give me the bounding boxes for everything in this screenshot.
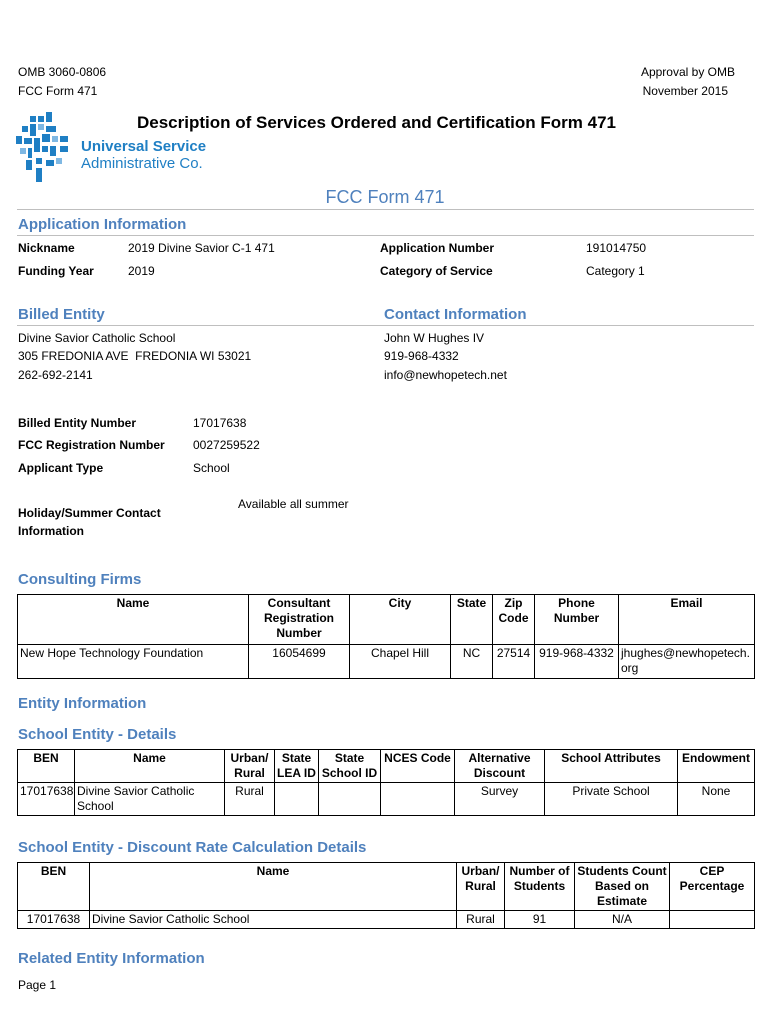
category-value: Category 1 bbox=[586, 264, 645, 278]
header-cell: State LEA ID bbox=[275, 750, 319, 783]
table-cell: 27514 bbox=[493, 645, 535, 679]
ben-value: 17017638 bbox=[193, 416, 247, 430]
table-header-row bbox=[18, 750, 755, 783]
header-cell: School Attributes bbox=[545, 750, 678, 783]
nickname-label: Nickname bbox=[18, 241, 75, 255]
header-cell: Name bbox=[18, 595, 249, 645]
table-cell bbox=[381, 783, 455, 816]
table-cell: jhughes@newhopetech.org bbox=[619, 645, 755, 679]
header-cell: Urban/ Rural bbox=[225, 750, 275, 783]
header-cell: Name bbox=[75, 750, 225, 783]
fcc-reg-value: 0027259522 bbox=[193, 438, 260, 452]
table-row bbox=[18, 783, 755, 816]
table-cell: 17017638 bbox=[18, 783, 75, 816]
header-cell: Endowment bbox=[678, 750, 755, 783]
funding-year-label: Funding Year bbox=[18, 264, 94, 278]
application-number-value: 191014750 bbox=[586, 241, 647, 255]
applicant-type-value: School bbox=[193, 461, 230, 475]
ben-label: Billed Entity Number bbox=[18, 416, 137, 430]
header-cell: Students Count Based on Estimate bbox=[575, 863, 670, 911]
funding-year-value: 2019 bbox=[128, 264, 155, 278]
discount-rate-table bbox=[17, 862, 755, 929]
page-number: Page 1 bbox=[18, 978, 57, 992]
header-cell: BEN bbox=[18, 863, 90, 911]
applicant-type-label: Applicant Type bbox=[18, 461, 104, 475]
header-cell: CEP Percentage bbox=[670, 863, 755, 911]
billed-entity-phone: 262-692-2141 bbox=[18, 368, 93, 382]
table-cell: 919-968-4332 bbox=[535, 645, 619, 679]
table-cell: Divine Savior Catholic School bbox=[90, 911, 457, 929]
header-cell: Urban/ Rural bbox=[457, 863, 505, 911]
usac-logo-mark bbox=[16, 112, 76, 184]
application-number-label: Application Number bbox=[380, 241, 495, 255]
section-rule bbox=[17, 235, 754, 236]
nickname-value: 2019 Divine Savior C-1 471 bbox=[128, 241, 275, 255]
header-cell: BEN bbox=[18, 750, 75, 783]
billed-entity-address: 305 FREDONIA AVE FREDONIA WI 53021 bbox=[18, 349, 252, 363]
header-cell: NCES Code bbox=[381, 750, 455, 783]
form-number: FCC Form 471 bbox=[18, 84, 98, 98]
logo-line-1: Universal Service bbox=[81, 138, 207, 155]
page-subtitle: FCC Form 471 bbox=[325, 187, 445, 207]
section-related-entity: Related Entity Information bbox=[18, 950, 205, 967]
holiday-contact-label-2: Information bbox=[18, 524, 84, 538]
table-cell bbox=[670, 911, 755, 929]
omb-approval: Approval by OMB bbox=[640, 65, 735, 79]
billed-entity-name: Divine Savior Catholic School bbox=[18, 331, 176, 345]
section-contact: Contact Information bbox=[384, 306, 527, 323]
header-cell: Number of Students bbox=[505, 863, 575, 911]
omb-number: OMB 3060-0806 bbox=[18, 65, 107, 79]
table-row bbox=[18, 645, 755, 679]
header-cell: Phone Number bbox=[535, 595, 619, 645]
contact-phone: 919-968-4332 bbox=[384, 349, 459, 363]
table-cell bbox=[319, 783, 381, 816]
section-school-entity-details: School Entity - Details bbox=[18, 726, 177, 743]
table-cell: 17017638 bbox=[18, 911, 90, 929]
header-cell: Name bbox=[90, 863, 457, 911]
section-application: Application Information bbox=[18, 216, 187, 233]
holiday-contact-value: Available all summer bbox=[238, 497, 349, 511]
section-entity-information: Entity Information bbox=[18, 695, 147, 712]
header-cell: Email bbox=[619, 595, 755, 645]
section-consulting-firms: Consulting Firms bbox=[18, 571, 142, 588]
table-cell: 91 bbox=[505, 911, 575, 929]
school-entity-table bbox=[17, 749, 755, 816]
table-cell: New Hope Technology Foundation bbox=[18, 645, 249, 679]
table-cell: Rural bbox=[457, 911, 505, 929]
subtitle-rule bbox=[17, 209, 754, 210]
page-title: Description of Services Ordered and Certification Form 471 bbox=[137, 113, 616, 132]
table-header-row bbox=[18, 595, 755, 645]
contact-email: info@newhopetech.net bbox=[384, 368, 507, 382]
table-cell: Survey bbox=[455, 783, 545, 816]
table-cell: Chapel Hill bbox=[350, 645, 451, 679]
category-label: Category of Service bbox=[380, 264, 493, 278]
table-cell: Private School bbox=[545, 783, 678, 816]
section-rule bbox=[17, 325, 754, 326]
table-cell: Rural bbox=[225, 783, 275, 816]
header-cell: Alternative Discount bbox=[455, 750, 545, 783]
table-cell: N/A bbox=[575, 911, 670, 929]
logo-line-2: Administrative Co. bbox=[81, 155, 203, 172]
holiday-contact-label-1: Holiday/Summer Contact bbox=[18, 506, 161, 520]
table-cell: Divine Savior Catholic School bbox=[75, 783, 225, 816]
header-cell: State bbox=[451, 595, 493, 645]
table-cell bbox=[275, 783, 319, 816]
section-billed-entity: Billed Entity bbox=[18, 306, 105, 323]
table-cell: None bbox=[678, 783, 755, 816]
contact-name: John W Hughes IV bbox=[384, 331, 485, 345]
fcc-reg-label: FCC Registration Number bbox=[18, 438, 165, 452]
header-cell: Consultant Registration Number bbox=[249, 595, 350, 645]
table-cell: 16054699 bbox=[249, 645, 350, 679]
form-date: November 2015 bbox=[642, 84, 728, 98]
header-cell: Zip Code bbox=[493, 595, 535, 645]
section-discount-rate: School Entity - Discount Rate Calculation Details bbox=[18, 839, 367, 856]
consulting-firms-table bbox=[17, 594, 755, 679]
table-cell: NC bbox=[451, 645, 493, 679]
table-header-row bbox=[18, 863, 755, 911]
table-row bbox=[18, 911, 755, 929]
header-cell: City bbox=[350, 595, 451, 645]
header-cell: State School ID bbox=[319, 750, 381, 783]
